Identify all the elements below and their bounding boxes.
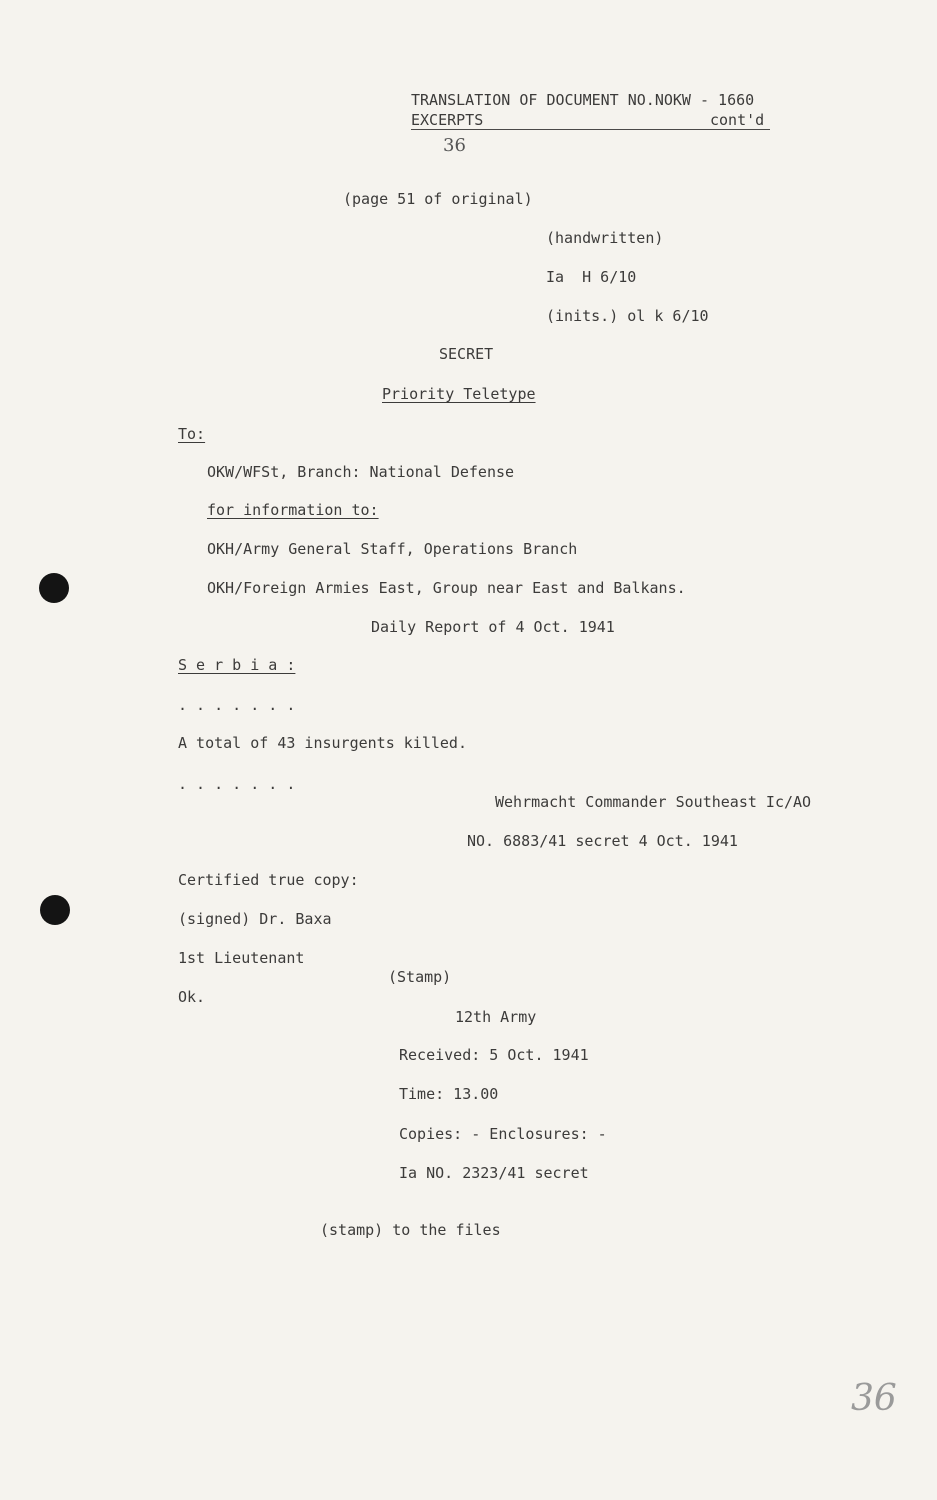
priority-heading: Priority Teletype — [382, 385, 536, 403]
secret-heading: SECRET — [439, 345, 494, 363]
commander-reference: NO. 6883/41 secret 4 Oct. 1941 — [467, 832, 738, 850]
header-underline — [411, 129, 770, 130]
ok-line: Ok. — [178, 988, 206, 1006]
rank-line: 1st Lieutenant — [178, 949, 305, 967]
margin-page-number: 36 — [851, 1378, 897, 1419]
punch-hole-top — [39, 573, 69, 603]
page-number: 36 — [443, 135, 466, 156]
punch-hole-bottom — [40, 895, 70, 925]
ellipsis-1: . . . . . . . — [178, 696, 296, 714]
info-recipient-2: OKH/Foreign Armies East, Group near East and Balkans. — [207, 579, 686, 597]
ia-reference: Ia H 6/10 — [546, 268, 637, 286]
document-title: TRANSLATION OF DOCUMENT NO.NOKW - 1660 — [411, 91, 755, 109]
to-label: To: — [178, 425, 206, 443]
signed-line: (signed) Dr. Baxa — [178, 910, 332, 928]
commander-line: Wehrmacht Commander Southeast Ic/AO — [495, 793, 812, 811]
handwritten-note: (handwritten) — [546, 229, 664, 247]
time-line: Time: 13.00 — [399, 1085, 499, 1103]
daily-report-heading: Daily Report of 4 Oct. 1941 — [371, 618, 615, 636]
info-recipient-1: OKH/Army General Staff, Operations Branch — [207, 540, 578, 558]
to-recipient: OKW/WFSt, Branch: National Defense — [207, 463, 515, 481]
ellipsis-2: . . . . . . . — [178, 775, 296, 793]
excerpts-label: EXCERPTS — [411, 111, 484, 129]
files-line: (stamp) to the files — [320, 1221, 501, 1239]
ia-number-line: Ia NO. 2323/41 secret — [399, 1164, 589, 1182]
contd-label: cont'd — [710, 111, 765, 129]
stamp-label: (Stamp) — [388, 968, 452, 986]
serbia-heading: S e r b i a : — [178, 656, 296, 674]
copies-line: Copies: - Enclosures: - — [399, 1125, 607, 1143]
info-label: for information to: — [207, 501, 379, 519]
army-line: 12th Army — [455, 1008, 537, 1026]
casualty-line: A total of 43 insurgents killed. — [178, 734, 467, 752]
initials-note: (inits.) ol k 6/10 — [546, 307, 709, 325]
received-line: Received: 5 Oct. 1941 — [399, 1046, 589, 1064]
page-reference: (page 51 of original) — [343, 190, 533, 208]
certified-line: Certified true copy: — [178, 871, 359, 889]
